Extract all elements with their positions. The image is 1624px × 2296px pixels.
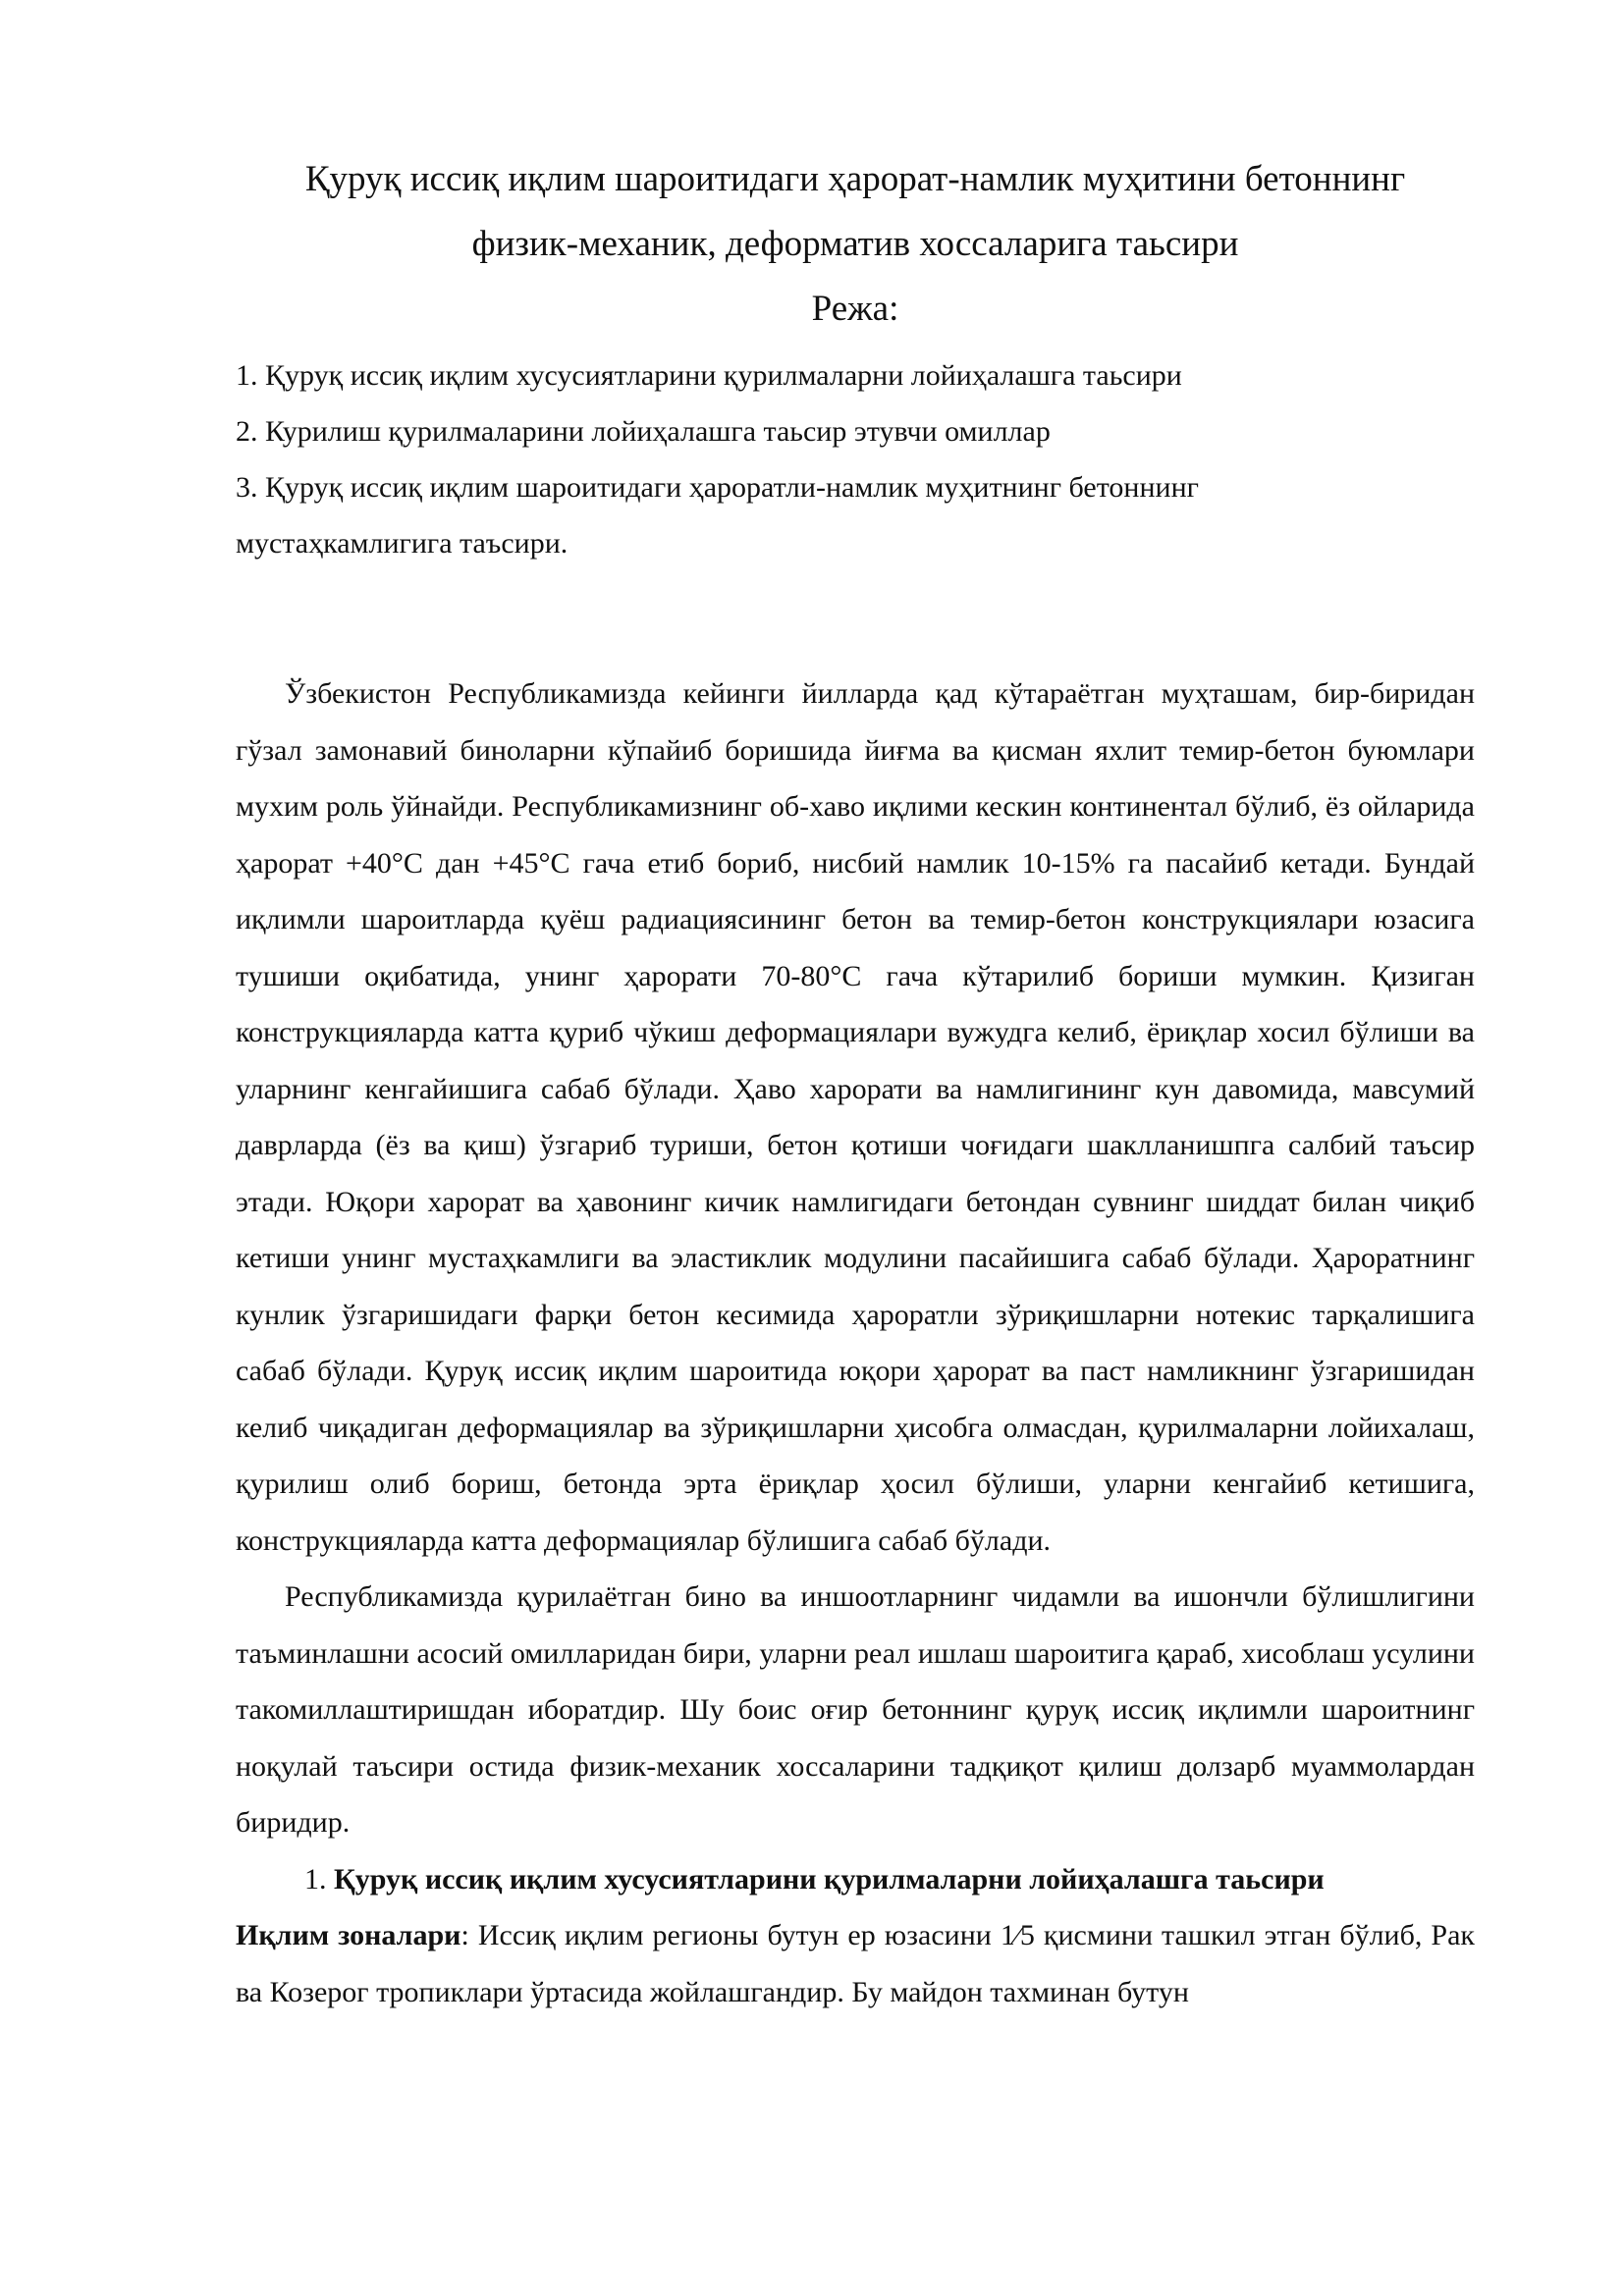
plan-item-1: 1. Қуруқ иссиқ иқлим хусусиятларини қурилмаларни лойиҳалашга таьсири [236, 359, 1182, 392]
document-title-line-1: Қуруқ иссиқ иқлим шароитидаги ҳарорат-намлик муҳитини бетоннинг [304, 159, 1406, 199]
plan-item-2: 2. Курилиш қурилмаларини лойиҳалашга таьсир этувчи омиллар [236, 415, 1051, 448]
body-paragraph-1: Ўзбекистон Республикамизда кейинги йилларда қад кўтараётган муҳташам, бир-биридан гўзал замонавий биноларни кўпайиб боришида йиғма ва қисман яхлит темир-бетон буюмлари мухим роль ўйнайди. Республикамизнинг об-хаво иқлими кескин континентал бўлиб, ёз ойларида ҳарорат +40°С дан +45°С гача етиб бориб, нисбий намлик 10-15% га пасайиб кетади. Бундай иқлимли шароитларда қуёш радиациясининг бетон ва темир-бетон конструкциялари юзасига тушиши оқибатида, унинг ҳарорати 70-80°С гача кўтарилиб бориши мумкин. Қизиган конструкцияларда катта қуриб чўкиш деформациялари вужудга келиб, ёриқлар хосил бўлиши ва уларнинг кенгайишига сабаб бўлади. Ҳаво харорати ва намлигининг кун давомида, мавсумий даврларда (ёз ва қиш) ўзгариб туриши, бетон қотиши чоғидаги шаклланишпга салбий таъсир этади. Юқори харорат ва ҳавонинг кичик намлигидаги бетондан сувнинг шиддат билан чиқиб кетиши унинг мустаҳкамлиги ва эластиклик модулини пасайишига сабаб бўлади. Ҳароратнинг кунлик ўзгаришидаги фарқи бетон кесимида ҳароратли зўриқишларни нотекис тарқалишига сабаб бўлади. Қуруқ иссиқ иқлим шароитида юқори ҳарорат ва паст намликнинг ўзгаришидан келиб чиқадиган деформациялар ва зўриқишларни ҳисобга олмасдан, қурилмаларни лойихалаш, қурилиш олиб бориш, бетонда эрта ёриқлар ҳосил бўлиши, уларни кенгайиб кетишига, конструкцияларда катта деформациялар бўлишига сабаб бўлади. [236, 677, 1475, 1557]
climate-zones-text: : Иссиқ иқлим регионы бутун ер юзасини 1⁄5 қисмини ташкил этган бўлиб, Рак ва Козерог тропиклари ўртасида жойлашгандир. Бу майдон тахминан бутун [236, 1919, 1475, 2008]
body-paragraph-2: Республикамизда қурилаётган бино ва иншоотларнинг чидамли ва ишончли бўлишлигини таъминлашни асосий омилларидан бири, уларни реал ишлаш шароитига қараб, хисоблаш усулини такомиллаштиришдан иборатдир. Шу боис оғир бетоннинг қуруқ иссиқ иқлимли шароитнинг ноқулай таъсири остида физик-механик хоссаларини тадқиқот қилиш долзарб муаммолардан биридир. [236, 1580, 1475, 1839]
document-title-line-2: физик-механик, деформатив хоссаларига таьсири [471, 224, 1239, 264]
plan-heading: Режа: [811, 289, 899, 329]
climate-zones-lead: Иқлим зоналари [236, 1919, 461, 1951]
section-heading-title: Қуруқ иссиқ иқлим хусусиятларини қурилмаларни лойиҳалашга таьсири [334, 1862, 1325, 1896]
section-heading-1 [236, 1851, 1475, 1908]
body-paragraph-3 [236, 1907, 1475, 2020]
section-heading-number: 1. [304, 1862, 327, 1896]
plan-item-3-continued: мустаҳкамлигига таъсири. [236, 527, 568, 560]
section-spacer [236, 571, 1475, 666]
plan-item-3: 3. Қуруқ иссиқ иқлим шароитидаги ҳароратли-намлик муҳитнинг бетоннинг [236, 471, 1199, 504]
document-page [236, 147, 1475, 2020]
